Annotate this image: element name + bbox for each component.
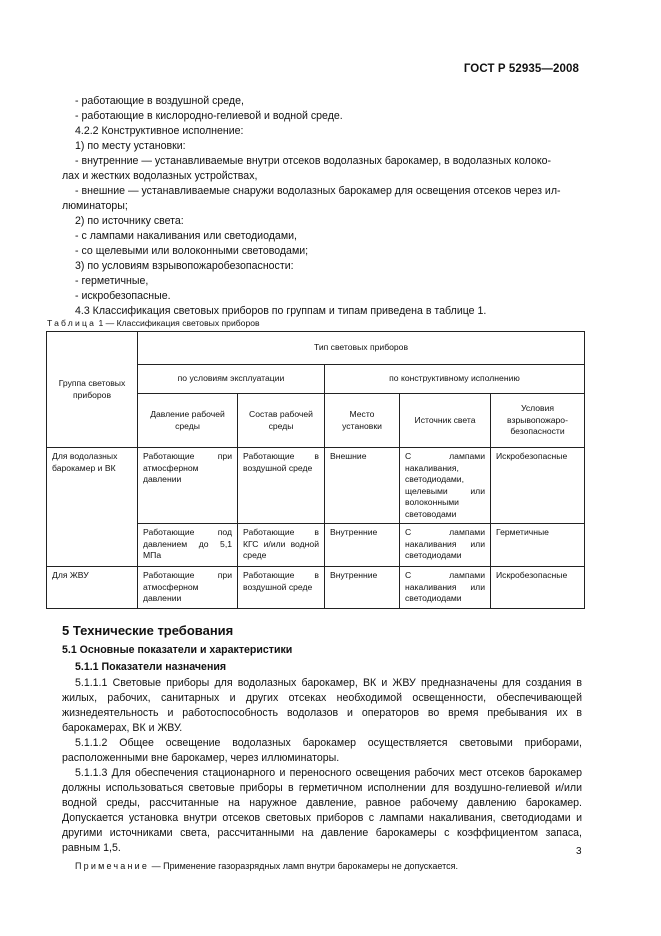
- cell-location: Внутренние: [325, 567, 400, 609]
- cell-location: Внутренние: [325, 524, 400, 567]
- paragraph: [62, 736, 582, 766]
- cell-group: Для водолазных барокамер и ВК: [47, 448, 138, 567]
- subsection-title: 5.1.1 Показатели назначения: [75, 661, 227, 673]
- intro-list: [62, 94, 582, 319]
- list-item: - с лампами накаливания или светодиодами,: [75, 230, 297, 242]
- section-5: [62, 620, 582, 873]
- cell-explosion: Искробезопасные: [491, 448, 585, 524]
- header-composition: Состав рабочей среды: [238, 394, 325, 448]
- page-number: 3: [576, 846, 582, 857]
- note: [62, 859, 582, 873]
- subsection-title: 5.1 Основные показатели и характеристики: [62, 644, 293, 656]
- paragraph-text: 5.1.1.2 Общее освещение водолазных барокамер осуществляется световыми приборами, расположенными вне барокамер, через иллюминаторы.: [62, 737, 582, 764]
- cell-location: Внешние: [325, 448, 400, 524]
- table-row: [47, 567, 585, 609]
- list-item: 3) по условиям взрывопожаробезопасности:: [75, 260, 294, 272]
- cell-light-source: С лампами накаливания или светодиодами: [400, 524, 491, 567]
- cell-light-source: С лампами накаливания или светодиодами: [400, 567, 491, 609]
- list-item: - внутренние — устанавливаемые внутри отсеков водолазных барокамер, в водолазных колоко-: [75, 155, 552, 167]
- cell-light-source: С лампами накаливания, светодиодами, щелевыми или волоконными световодами: [400, 448, 491, 524]
- paragraph: [62, 766, 582, 856]
- section-title: 5 Технические требования: [62, 623, 234, 638]
- document-id: ГОСТ Р 52935—2008: [463, 63, 579, 75]
- cell-explosion: Искробезопасные: [491, 567, 585, 609]
- list-item: 2) по источнику света:: [75, 215, 184, 227]
- cell-pressure: Работающие при атмосферном давлении: [138, 448, 238, 524]
- header-by-operation: по условиям эксплуатации: [138, 365, 325, 394]
- paragraph: [62, 676, 582, 736]
- table-caption-label: Таблица: [47, 318, 97, 328]
- list-item: - работающие в воздушной среде,: [75, 95, 244, 107]
- cell-composition: Работающие в воздушной среде: [238, 448, 325, 524]
- paragraph-text: 5.1.1.3 Для обеспечения стационарного и переносного освещения рабочих мест отсеков барокамер должны использоваться световые приборы в герметичном исполнении для воздушно-гелиевой и/или водной среды, рассчитанные на наружное давление, равное рабочему давлению барокамер. Допускается установка внутри отсеков световых приборов с лампами накаливания, светодиодами и другими источниками света, рассчитанными на давление барокамеры с коэффициентом запаса, равным 1,5.: [62, 767, 582, 854]
- list-item: - искробезопасные.: [75, 290, 171, 302]
- list-item: - со щелевыми или волоконными световодами;: [75, 245, 309, 257]
- header-location: Место установки: [325, 394, 400, 448]
- header-by-design: по конструктивному исполнению: [325, 365, 585, 394]
- cell-group: Для ЖВУ: [47, 567, 138, 609]
- clause-heading: 4.3 Классификация световых приборов по группам и типам приведена в таблице 1.: [75, 305, 487, 317]
- note-text: — Применение газоразрядных ламп внутри барокамеры не допускается.: [149, 861, 459, 871]
- cell-pressure: Работающие при атмосферном давлении: [138, 567, 238, 609]
- header-explosion: Условия взрывопожаро-безопасности: [491, 394, 585, 448]
- note-label: Примечание: [75, 861, 150, 871]
- list-item: - герметичные,: [75, 275, 149, 287]
- list-item: лах и жестких водолазных устройствах,: [62, 170, 258, 182]
- header-type: Тип световых приборов: [138, 332, 585, 365]
- paragraph-text: 5.1.1.1 Световые приборы для водолазных барокамер, ВК и ЖВУ предназначены для создания в жилых, рабочих, санитарных и других отсеках необходимой освещенности, обеспечивающей жизнедеятельность и работоспособность водолазов и операторов во время пребывания их в барокамерах, ВК и ЖВУ.: [62, 677, 582, 734]
- cell-explosion: Герметичные: [491, 524, 585, 567]
- list-item: - работающие в кислородно-гелиевой и водной среде.: [75, 110, 343, 122]
- header-group: Группа световых приборов: [47, 332, 138, 448]
- cell-pressure: Работающие под давлением до 5,1 МПа: [138, 524, 238, 567]
- table-row: [47, 448, 585, 524]
- table-caption: [47, 318, 260, 328]
- cell-composition: Работающие в воздушной среде: [238, 567, 325, 609]
- list-item: - внешние — устанавливаемые снаружи водолазных барокамер для освещения отсеков через ил-: [75, 185, 561, 197]
- table-caption-text: 1 — Классификация световых приборов: [96, 318, 260, 328]
- classification-table: [46, 331, 585, 609]
- cell-composition: Работающие в КГС и/или водной среде: [238, 524, 325, 567]
- list-item: 1) по месту установки:: [75, 140, 186, 152]
- header-pressure: Давление рабочей среды: [138, 394, 238, 448]
- clause-heading: 4.2.2 Конструктивное исполнение:: [75, 125, 244, 137]
- header-light-source: Источник света: [400, 394, 491, 448]
- list-item: люминаторы;: [62, 200, 128, 212]
